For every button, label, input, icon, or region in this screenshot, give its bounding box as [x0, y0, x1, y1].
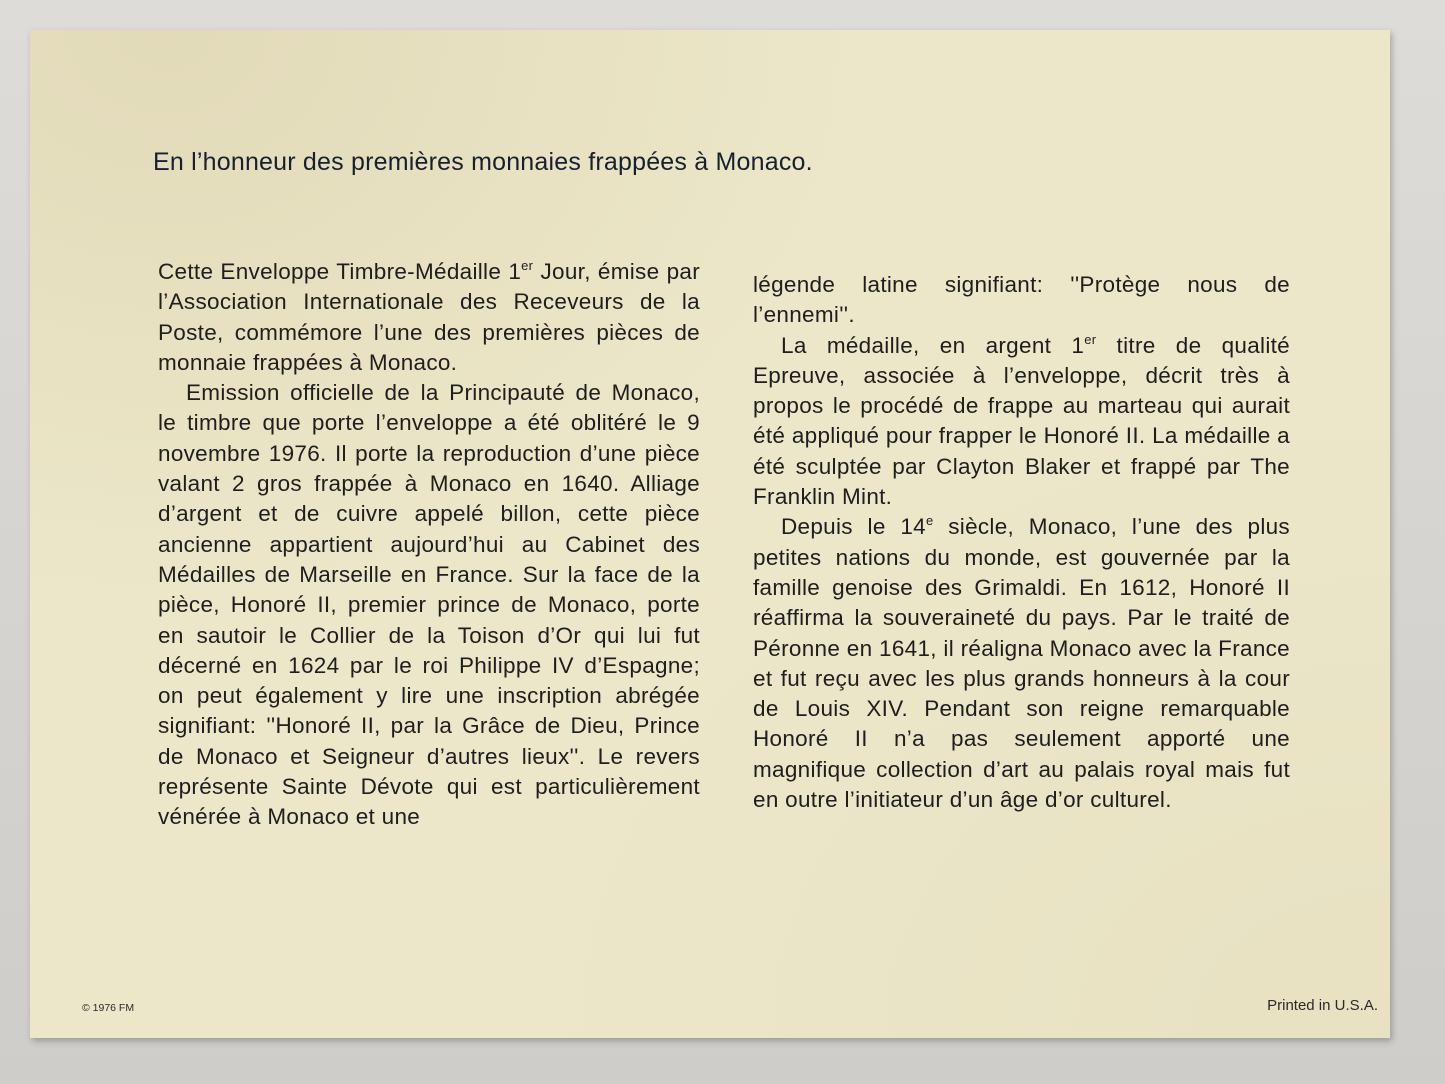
right-paragraph-2-end: titre de qualité Epreuve, associée à l’enveloppe, décrit très à propos le procédé de frappe au marteau qui aurait été appliqué pour frapper le Honoré II. La médaille a été sculptée par Clayton Blaker et frappé par The Franklin Mint. — [753, 332, 1290, 510]
printed-in-notice: Printed in U.S.A. — [1267, 997, 1378, 1014]
copyright-notice: © 1976 FM — [82, 1002, 135, 1014]
right-column — [753, 270, 1290, 815]
left-paragraph-2: Emission officielle de la Principauté de Monaco, le timbre que porte l’enveloppe a été oblitéré le 9 novembre 1976. Il porte la reproduction d’une pièce valant 2 gros frappée à Monaco en 1640. Alliage d’argent et de cuivre appelé billon, cette pièce ancienne appartient aujourd’hui au Cabinet des Médailles de Marseille en France. Sur la face de la pièce, Honoré II, premier prince de Monaco, porte en sautoir le Collier de la Toison d’Or qui lui fut décerné en 1624 par le roi Philippe IV d’Espagne; on peut également y lire une inscription abrégée signifiant: ''Honoré II, par la Grâce de Dieu, Prince de Monaco et Seigneur d’autres lieux''. Le revers représente Sainte Dévote qui est particulièrement vénérée à Monaco et une — [158, 380, 700, 830]
left-paragraph-1-end: Jour, émise par l’Association Internationale des Receveurs de la Poste, commémore l’une des premières pièces de monnaie frappées à Monaco. — [158, 259, 700, 375]
right-paragraph-3-superscript: e — [925, 513, 934, 529]
right-paragraph-3-end: siècle, Monaco, l’une des plus petites nations du monde, est gouvernée par la famille genoise des Grimaldi. En 1612, Honoré II réaffirma la souveraineté du pays. Par le traité de Péronne en 1641, il réaligna Monaco avec la France et fut reçu avec les plus grands honneurs à la cour de Louis XIV. Pendant son reigne remarquable Honoré II n’a pas seulement apporté une magnifique collection d’art au palais royal mais fut en outre l’initiateur d’un âge d’or culturel. — [753, 514, 1290, 813]
left-paragraph-1-superscript: er — [521, 258, 534, 273]
left-column — [158, 257, 700, 833]
right-paragraph-2-superscript: er — [1084, 331, 1097, 347]
left-paragraph-1-start: Cette Enveloppe Timbre-Médaille 1 — [158, 259, 522, 284]
right-paragraph-3 — [753, 512, 1290, 815]
right-paragraph-3-start: Depuis le 14 — [781, 514, 926, 540]
left-paragraph-1 — [158, 257, 700, 378]
page-title: En l’honneur des premières monnaies frappées à Monaco. — [153, 148, 813, 176]
right-paragraph-1: légende latine signifiant: ''Protège nous de l’ennemi''. — [753, 272, 1290, 328]
right-paragraph-2-start: La médaille, en argent 1 — [781, 332, 1085, 358]
right-paragraph-2 — [753, 331, 1290, 513]
document-card — [30, 30, 1390, 1038]
